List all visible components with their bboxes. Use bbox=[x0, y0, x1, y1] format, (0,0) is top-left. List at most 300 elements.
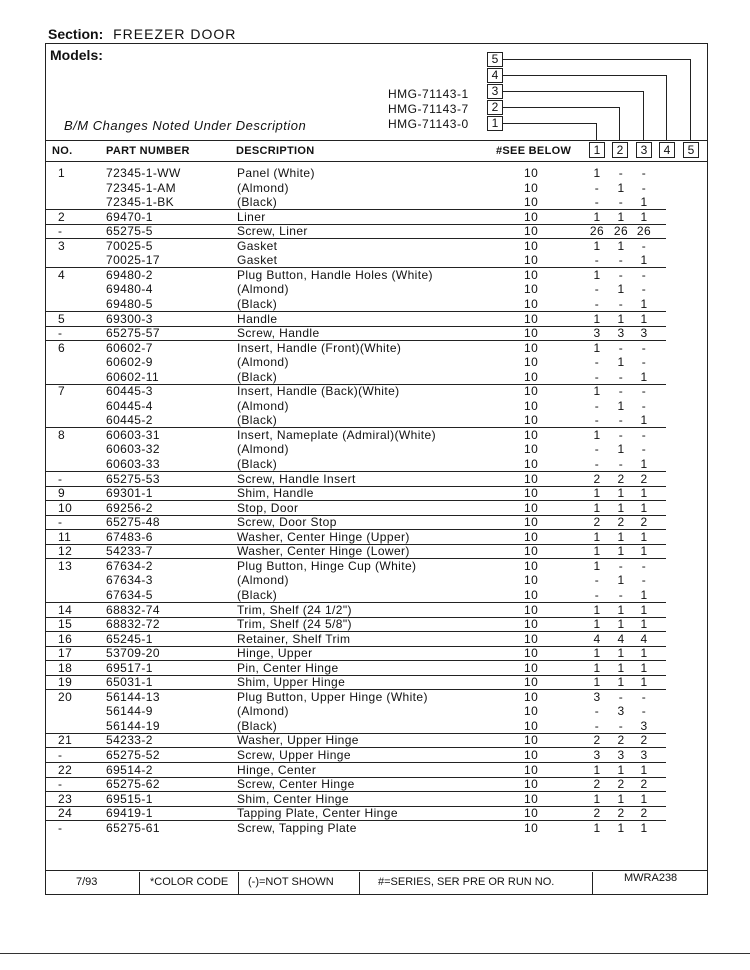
quantity-model-3: 1 bbox=[640, 821, 648, 835]
item-number: 15 bbox=[58, 617, 73, 631]
quantity-model-2: - bbox=[618, 457, 624, 471]
see-below-value: 10 bbox=[524, 632, 539, 646]
quantity-model-3: - bbox=[641, 239, 647, 253]
quantity-model-3: - bbox=[641, 166, 647, 180]
quantity-model-2: 1 bbox=[617, 617, 625, 631]
table-row bbox=[46, 472, 707, 486]
table-row bbox=[46, 224, 707, 238]
quantity-model-2: - bbox=[618, 195, 624, 209]
table-row bbox=[46, 428, 707, 442]
description: (Black) bbox=[237, 195, 278, 209]
quantity-model-3: - bbox=[641, 282, 647, 296]
table-row bbox=[46, 661, 707, 675]
item-number: 12 bbox=[58, 544, 73, 558]
section-value: FREEZER DOOR bbox=[113, 26, 237, 42]
description: Screw, Center Hinge bbox=[237, 777, 355, 791]
footer-series-note: #=SERIES, SER PRE OR RUN NO. bbox=[378, 876, 555, 888]
quantity-model-3: 1 bbox=[640, 588, 648, 602]
see-below-value: 10 bbox=[524, 166, 539, 180]
description: (Black) bbox=[237, 413, 278, 427]
table-row bbox=[46, 166, 707, 180]
quantity-model-1: 1 bbox=[593, 530, 601, 544]
quantity-model-1: 3 bbox=[593, 690, 601, 704]
see-below-value: 10 bbox=[524, 341, 539, 355]
see-below-value: 10 bbox=[524, 603, 539, 617]
quantity-model-2: 2 bbox=[617, 472, 625, 486]
quantity-model-1: 2 bbox=[593, 777, 601, 791]
description: (Black) bbox=[237, 370, 278, 384]
bm-note: B/M Changes Noted Under Description bbox=[64, 118, 307, 133]
quantity-model-2: - bbox=[618, 690, 624, 704]
part-number: 65275-5 bbox=[106, 224, 153, 238]
part-number: 60603-33 bbox=[106, 457, 160, 471]
description: Screw, Tapping Plate bbox=[237, 821, 357, 835]
section-label: Section: bbox=[48, 26, 104, 42]
description: Stop, Door bbox=[237, 501, 299, 515]
quantity-model-1: - bbox=[594, 297, 600, 311]
part-number: 68832-74 bbox=[106, 603, 160, 617]
quantity-model-3: - bbox=[641, 181, 647, 195]
column-box: 3 bbox=[636, 142, 652, 158]
item-number: 10 bbox=[58, 501, 73, 515]
quantity-model-1: 1 bbox=[593, 486, 601, 500]
see-below-value: 10 bbox=[524, 559, 539, 573]
column-box: 2 bbox=[612, 142, 628, 158]
see-below-value: 10 bbox=[524, 195, 539, 209]
see-below-value: 10 bbox=[524, 399, 539, 413]
table-row bbox=[46, 603, 707, 617]
quantity-model-3: 1 bbox=[640, 617, 648, 631]
quantity-model-1: 1 bbox=[593, 792, 601, 806]
quantity-model-1: - bbox=[594, 370, 600, 384]
quantity-model-2: 1 bbox=[617, 239, 625, 253]
see-below-value: 10 bbox=[524, 224, 539, 238]
quantity-model-3: 1 bbox=[640, 646, 648, 660]
column-box: 1 bbox=[589, 142, 605, 158]
quantity-model-1: - bbox=[594, 413, 600, 427]
table-row bbox=[46, 573, 707, 587]
page-bottom-rule bbox=[0, 953, 750, 954]
see-below-value: 10 bbox=[524, 282, 539, 296]
quantity-model-2: 3 bbox=[617, 704, 625, 718]
see-below-value: 10 bbox=[524, 297, 539, 311]
quantity-model-2: - bbox=[618, 341, 624, 355]
see-below-value: 10 bbox=[524, 312, 539, 326]
quantity-model-3: 3 bbox=[640, 326, 648, 340]
model-box: 1 bbox=[487, 116, 503, 131]
description: Shim, Center Hinge bbox=[237, 792, 349, 806]
description: Tapping Plate, Center Hinge bbox=[237, 806, 398, 820]
column-box: 5 bbox=[683, 142, 699, 158]
item-number: 9 bbox=[58, 486, 66, 500]
item-number: 2 bbox=[58, 210, 66, 224]
description: Pin, Center Hinge bbox=[237, 661, 339, 675]
quantity-model-2: - bbox=[618, 428, 624, 442]
description: Plug Button, Upper Hinge (White) bbox=[237, 690, 428, 704]
see-below-value: 10 bbox=[524, 748, 539, 762]
footer-sep bbox=[359, 872, 360, 894]
quantity-model-3: 1 bbox=[640, 603, 648, 617]
quantity-model-1: - bbox=[594, 399, 600, 413]
part-number: 53709-20 bbox=[106, 646, 160, 660]
table-row bbox=[46, 617, 707, 631]
quantity-model-1: 1 bbox=[593, 341, 601, 355]
part-number: 67634-3 bbox=[106, 573, 153, 587]
table-row bbox=[46, 748, 707, 762]
table-row bbox=[46, 413, 707, 427]
quantity-model-1: 4 bbox=[593, 632, 601, 646]
table-row bbox=[46, 399, 707, 413]
quantity-model-3: 1 bbox=[640, 297, 648, 311]
column-box: 4 bbox=[659, 142, 675, 158]
table-row bbox=[46, 515, 707, 529]
quantity-model-3: 2 bbox=[640, 777, 648, 791]
table-row bbox=[46, 486, 707, 500]
quantity-model-2: 1 bbox=[617, 282, 625, 296]
quantity-model-3: 2 bbox=[640, 733, 648, 747]
quantity-model-2: 1 bbox=[617, 675, 625, 689]
part-number: 60603-31 bbox=[106, 428, 160, 442]
part-number: 70025-5 bbox=[106, 239, 153, 253]
quantity-model-3: 1 bbox=[640, 486, 648, 500]
part-number: 69300-3 bbox=[106, 312, 153, 326]
item-number: 24 bbox=[58, 806, 73, 820]
see-below-value: 10 bbox=[524, 675, 539, 689]
quantity-model-2: 1 bbox=[617, 355, 625, 369]
part-number: 69480-2 bbox=[106, 268, 153, 282]
leader-line bbox=[503, 59, 690, 60]
description: Screw, Door Stop bbox=[237, 515, 337, 529]
quantity-model-3: 1 bbox=[640, 195, 648, 209]
description: Screw, Upper Hinge bbox=[237, 748, 351, 762]
footer-sep bbox=[592, 872, 593, 894]
description: Washer, Center Hinge (Lower) bbox=[237, 544, 410, 558]
table-row bbox=[46, 559, 707, 573]
description: Plug Button, Hinge Cup (White) bbox=[237, 559, 417, 573]
quantity-model-3: 1 bbox=[640, 530, 648, 544]
see-below-value: 10 bbox=[524, 690, 539, 704]
quantity-model-2: 1 bbox=[617, 661, 625, 675]
see-below-value: 10 bbox=[524, 530, 539, 544]
table-row bbox=[46, 312, 707, 326]
quantity-model-1: 1 bbox=[593, 384, 601, 398]
table-row bbox=[46, 675, 707, 689]
see-below-value: 10 bbox=[524, 486, 539, 500]
table-row bbox=[46, 282, 707, 296]
quantity-model-1: 1 bbox=[593, 166, 601, 180]
quantity-model-2: - bbox=[618, 413, 624, 427]
quantity-model-2: 1 bbox=[617, 821, 625, 835]
footer-date: 7/93 bbox=[76, 876, 98, 888]
see-below-value: 10 bbox=[524, 821, 539, 835]
part-number: 67483-6 bbox=[106, 530, 153, 544]
quantity-model-2: 1 bbox=[617, 573, 625, 587]
quantity-model-3: 1 bbox=[640, 370, 648, 384]
quantity-model-2: - bbox=[618, 297, 624, 311]
item-number: - bbox=[58, 326, 63, 340]
quantity-model-1: - bbox=[594, 181, 600, 195]
description: (Black) bbox=[237, 457, 278, 471]
see-below-value: 10 bbox=[524, 646, 539, 660]
quantity-model-3: 2 bbox=[640, 515, 648, 529]
table-row bbox=[46, 253, 707, 267]
part-number: 65275-57 bbox=[106, 326, 160, 340]
part-number: 56144-9 bbox=[106, 704, 153, 718]
description: Trim, Shelf (24 1/2") bbox=[237, 603, 352, 617]
quantity-model-1: - bbox=[594, 195, 600, 209]
quantity-model-3: - bbox=[641, 341, 647, 355]
part-number: 65031-1 bbox=[106, 675, 153, 689]
model-number: HMG-71143-7 bbox=[388, 102, 469, 116]
quantity-model-3: - bbox=[641, 268, 647, 282]
description: Hinge, Center bbox=[237, 763, 317, 777]
quantity-model-1: 1 bbox=[593, 312, 601, 326]
part-number: 56144-19 bbox=[106, 719, 160, 733]
part-number: 67634-5 bbox=[106, 588, 153, 602]
quantity-model-1: 1 bbox=[593, 268, 601, 282]
quantity-model-1: 1 bbox=[593, 239, 601, 253]
table-row bbox=[46, 588, 707, 602]
quantity-model-2: 1 bbox=[617, 646, 625, 660]
see-below-value: 10 bbox=[524, 704, 539, 718]
table-row bbox=[46, 457, 707, 471]
table-row bbox=[46, 442, 707, 456]
item-number: 13 bbox=[58, 559, 73, 573]
leader-line bbox=[596, 123, 597, 141]
quantity-model-2: - bbox=[618, 719, 624, 733]
table-row bbox=[46, 530, 707, 544]
see-below-value: 10 bbox=[524, 326, 539, 340]
item-number: - bbox=[58, 515, 63, 529]
quantity-model-1: - bbox=[594, 253, 600, 267]
table-row bbox=[46, 806, 707, 820]
description: (Almond) bbox=[237, 355, 289, 369]
quantity-model-2: - bbox=[618, 588, 624, 602]
see-below-value: 10 bbox=[524, 763, 539, 777]
header-see-below: #SEE BELOW bbox=[496, 145, 572, 157]
section-heading bbox=[48, 26, 236, 42]
models-label: Models: bbox=[50, 47, 103, 63]
part-number: 69517-1 bbox=[106, 661, 153, 675]
quantity-model-1: 1 bbox=[593, 646, 601, 660]
quantity-model-1: 1 bbox=[593, 603, 601, 617]
part-number: 65275-52 bbox=[106, 748, 160, 762]
part-number: 65275-53 bbox=[106, 472, 160, 486]
quantity-model-2: 2 bbox=[617, 515, 625, 529]
see-below-value: 10 bbox=[524, 617, 539, 631]
see-below-value: 10 bbox=[524, 413, 539, 427]
see-below-value: 10 bbox=[524, 268, 539, 282]
quantity-model-3: 1 bbox=[640, 675, 648, 689]
quantity-model-3: 1 bbox=[640, 544, 648, 558]
item-number: 17 bbox=[58, 646, 73, 660]
part-number: 69480-4 bbox=[106, 282, 153, 296]
header-part-number: PART NUMBER bbox=[106, 145, 190, 157]
quantity-model-1: - bbox=[594, 719, 600, 733]
table-row bbox=[46, 763, 707, 777]
quantity-model-2: 1 bbox=[617, 763, 625, 777]
quantity-model-3: 3 bbox=[640, 719, 648, 733]
part-number: 65275-62 bbox=[106, 777, 160, 791]
leader-line bbox=[690, 59, 691, 141]
description: Hinge, Upper bbox=[237, 646, 313, 660]
quantity-model-2: 1 bbox=[617, 792, 625, 806]
quantity-model-3: - bbox=[641, 399, 647, 413]
quantity-model-3: - bbox=[641, 428, 647, 442]
quantity-model-1: - bbox=[594, 282, 600, 296]
model-box: 4 bbox=[487, 68, 503, 83]
quantity-model-2: - bbox=[618, 384, 624, 398]
item-number: - bbox=[58, 777, 63, 791]
quantity-model-2: 2 bbox=[617, 733, 625, 747]
quantity-model-3: 1 bbox=[640, 763, 648, 777]
quantity-model-1: - bbox=[594, 704, 600, 718]
quantity-model-2: 2 bbox=[617, 806, 625, 820]
see-below-value: 10 bbox=[524, 573, 539, 587]
table-row bbox=[46, 341, 707, 355]
description: Trim, Shelf (24 5/8") bbox=[237, 617, 352, 631]
description: (Almond) bbox=[237, 573, 289, 587]
table-row bbox=[46, 821, 707, 835]
item-number: 19 bbox=[58, 675, 73, 689]
quantity-model-1: 1 bbox=[593, 661, 601, 675]
quantity-model-1: 2 bbox=[593, 733, 601, 747]
quantity-model-1: - bbox=[594, 588, 600, 602]
footer-sep bbox=[238, 872, 239, 894]
see-below-value: 10 bbox=[524, 457, 539, 471]
quantity-model-1: - bbox=[594, 573, 600, 587]
see-below-value: 10 bbox=[524, 588, 539, 602]
table-row bbox=[46, 210, 707, 224]
see-below-value: 10 bbox=[524, 384, 539, 398]
model-box: 5 bbox=[487, 52, 503, 67]
quantity-model-3: 26 bbox=[636, 224, 652, 238]
leader-line bbox=[503, 75, 666, 76]
quantity-model-1: 1 bbox=[593, 501, 601, 515]
item-number: - bbox=[58, 821, 63, 835]
quantity-model-1: - bbox=[594, 442, 600, 456]
quantity-model-2: 1 bbox=[617, 181, 625, 195]
quantity-model-3: - bbox=[641, 559, 647, 573]
model-box: 2 bbox=[487, 100, 503, 115]
item-number: 21 bbox=[58, 733, 73, 747]
see-below-value: 10 bbox=[524, 253, 539, 267]
quantity-model-2: 1 bbox=[617, 210, 625, 224]
see-below-value: 10 bbox=[524, 370, 539, 384]
see-below-value: 10 bbox=[524, 719, 539, 733]
description: Screw, Handle Insert bbox=[237, 472, 356, 486]
description: (Black) bbox=[237, 588, 278, 602]
part-number: 65275-48 bbox=[106, 515, 160, 529]
quantity-model-1: 1 bbox=[593, 559, 601, 573]
table-row bbox=[46, 181, 707, 195]
description: Retainer, Shelf Trim bbox=[237, 632, 351, 646]
quantity-model-1: 1 bbox=[593, 675, 601, 689]
part-number: 69480-5 bbox=[106, 297, 153, 311]
table-row bbox=[46, 632, 707, 646]
table-row bbox=[46, 195, 707, 209]
quantity-model-1: 1 bbox=[593, 821, 601, 835]
table-row bbox=[46, 370, 707, 384]
part-number: 70025-17 bbox=[106, 253, 160, 267]
see-below-value: 10 bbox=[524, 544, 539, 558]
item-number: 7 bbox=[58, 384, 66, 398]
table-row bbox=[46, 777, 707, 791]
part-number: 60602-9 bbox=[106, 355, 153, 369]
quantity-model-1: 2 bbox=[593, 806, 601, 820]
item-number: 22 bbox=[58, 763, 73, 777]
quantity-model-3: - bbox=[641, 442, 647, 456]
description: (Almond) bbox=[237, 399, 289, 413]
quantity-model-3: 1 bbox=[640, 253, 648, 267]
quantity-model-3: 1 bbox=[640, 457, 648, 471]
quantity-model-2: 1 bbox=[617, 544, 625, 558]
part-number: 69515-1 bbox=[106, 792, 153, 806]
description: (Almond) bbox=[237, 704, 289, 718]
see-below-value: 10 bbox=[524, 428, 539, 442]
part-number: 72345-1-AM bbox=[106, 181, 177, 195]
description: Plug Button, Handle Holes (White) bbox=[237, 268, 433, 282]
item-number: - bbox=[58, 472, 63, 486]
quantity-model-3: 1 bbox=[640, 312, 648, 326]
quantity-model-2: 1 bbox=[617, 603, 625, 617]
leader-line bbox=[503, 91, 643, 92]
item-number: 5 bbox=[58, 312, 66, 326]
model-number: HMG-71143-0 bbox=[388, 117, 469, 131]
item-number: - bbox=[58, 748, 63, 762]
table-row bbox=[46, 719, 707, 733]
description: Screw, Handle bbox=[237, 326, 320, 340]
quantity-model-3: 2 bbox=[640, 472, 648, 486]
quantity-model-3: 1 bbox=[640, 413, 648, 427]
part-number: 60603-32 bbox=[106, 442, 160, 456]
footer-doc-id: MWRA238 bbox=[624, 872, 678, 884]
description: (Almond) bbox=[237, 442, 289, 456]
leader-line bbox=[619, 107, 620, 141]
quantity-model-2: - bbox=[618, 370, 624, 384]
part-number: 69514-2 bbox=[106, 763, 153, 777]
item-number: 8 bbox=[58, 428, 66, 442]
description: (Almond) bbox=[237, 181, 289, 195]
footer-color-code: *COLOR CODE bbox=[150, 876, 229, 888]
description: (Black) bbox=[237, 719, 278, 733]
quantity-model-2: 1 bbox=[617, 486, 625, 500]
part-number: 65275-61 bbox=[106, 821, 160, 835]
see-below-value: 10 bbox=[524, 733, 539, 747]
item-number: - bbox=[58, 224, 63, 238]
quantity-model-2: - bbox=[618, 166, 624, 180]
part-number: 69470-1 bbox=[106, 210, 153, 224]
item-number: 14 bbox=[58, 603, 73, 617]
footer-not-shown: (-)=NOT SHOWN bbox=[248, 876, 334, 888]
quantity-model-1: 1 bbox=[593, 428, 601, 442]
quantity-model-2: 3 bbox=[617, 748, 625, 762]
description: Shim, Upper Hinge bbox=[237, 675, 346, 689]
quantity-model-3: 1 bbox=[640, 792, 648, 806]
description: Liner bbox=[237, 210, 266, 224]
part-number: 60602-7 bbox=[106, 341, 153, 355]
see-below-value: 10 bbox=[524, 355, 539, 369]
quantity-model-2: 2 bbox=[617, 777, 625, 791]
description: Insert, Handle (Front)(White) bbox=[237, 341, 402, 355]
description: (Almond) bbox=[237, 282, 289, 296]
header-description: DESCRIPTION bbox=[236, 145, 315, 157]
item-number: 20 bbox=[58, 690, 73, 704]
item-number: 16 bbox=[58, 632, 73, 646]
part-number: 54233-7 bbox=[106, 544, 153, 558]
see-below-value: 10 bbox=[524, 210, 539, 224]
footer bbox=[56, 872, 706, 894]
